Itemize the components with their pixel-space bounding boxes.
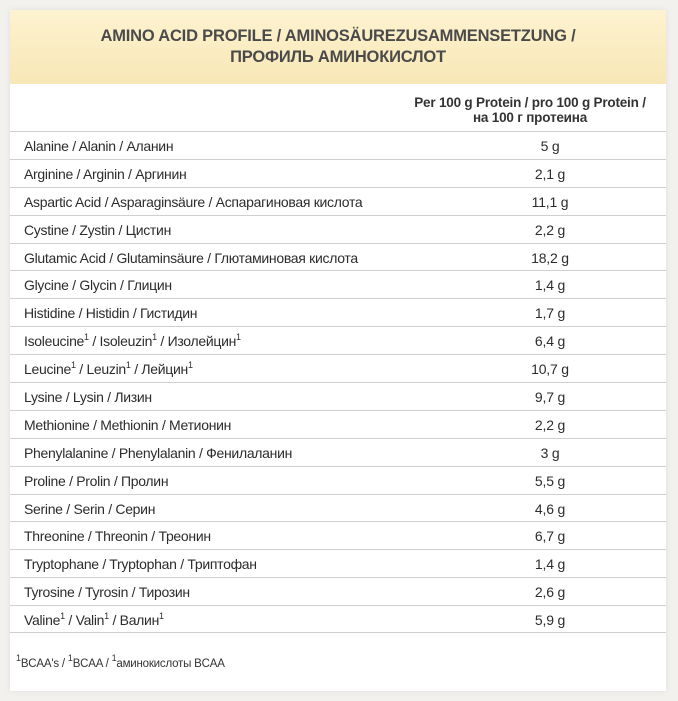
amino-acid-value: 2,2 g xyxy=(534,221,566,238)
table-row xyxy=(10,438,666,466)
amino-acid-name: Lysine / Lysin / Лизин xyxy=(24,389,152,406)
footnote-part-1: BCAA's / xyxy=(20,658,68,670)
amino-acid-label xyxy=(10,10,666,691)
amino-acid-value: 6,7 g xyxy=(534,528,566,545)
table-row xyxy=(10,521,666,549)
column-header xyxy=(390,95,666,125)
bcaa-marker: 1 xyxy=(104,611,109,622)
amino-acid-name: Histidine / Histidin / Гистидин xyxy=(24,305,198,322)
amino-acid-value: 5,9 g xyxy=(534,612,566,629)
amino-acid-value: 4,6 g xyxy=(534,500,566,517)
amino-acid-name-part: / Изолейцин xyxy=(156,333,237,350)
amino-acid-table xyxy=(10,131,666,633)
amino-acid-name: Serine / Serin / Серин xyxy=(24,500,156,517)
label-header xyxy=(10,10,666,84)
amino-acid-name-part: / Isoleuzin xyxy=(88,333,153,350)
table-row xyxy=(10,215,666,243)
amino-acid-value: 1,7 g xyxy=(534,305,566,322)
amino-acid-value: 5,5 g xyxy=(534,472,566,489)
amino-acid-name-part: Valine xyxy=(24,612,61,629)
bcaa-marker: 1 xyxy=(236,332,241,343)
amino-acid-name-part: / Валин xyxy=(108,612,160,629)
table-row xyxy=(10,131,666,159)
amino-acid-value: 6,4 g xyxy=(534,333,566,350)
bcaa-marker: 1 xyxy=(187,360,193,371)
header-title-line-2: ПРОФИЛЬ АМИНОКИСЛОТ xyxy=(230,48,446,66)
amino-acid-name: Tryptophane / Tryptophan / Триптофан xyxy=(24,556,257,573)
amino-acid-name xyxy=(24,333,241,349)
footnote-marker: 1 xyxy=(111,653,117,663)
amino-acid-name-part: / Valin xyxy=(64,612,105,629)
amino-acid-value: 11,1 g xyxy=(531,193,569,210)
bcaa-marker: 1 xyxy=(125,360,131,371)
footnote-part-3: аминокислоты BCAA xyxy=(116,658,225,670)
bcaa-marker: 1 xyxy=(70,360,76,371)
table-row xyxy=(10,326,666,354)
table-row xyxy=(10,298,666,326)
table-row xyxy=(10,382,666,410)
amino-acid-name-part: / Лейцин xyxy=(130,361,188,378)
column-header-line-1: Per 100 g Protein / pro 100 g Protein / xyxy=(414,95,646,110)
amino-acid-name: Glycine / Glycin / Глицин xyxy=(24,277,172,294)
table-row xyxy=(10,577,666,605)
table-row xyxy=(10,354,666,382)
bcaa-marker: 1 xyxy=(60,611,65,622)
amino-acid-name: Methionine / Methionin / Метионин xyxy=(24,416,232,433)
amino-acid-name xyxy=(24,612,164,628)
amino-acid-name: Alanine / Alanin / Аланин xyxy=(24,138,174,154)
amino-acid-name-part: Leucine xyxy=(24,361,71,378)
column-header-line-2: на 100 г протеина xyxy=(472,110,588,125)
amino-acid-name xyxy=(24,361,193,377)
table-row xyxy=(10,494,666,522)
amino-acid-value: 10,7 g xyxy=(531,361,569,378)
amino-acid-name: Proline / Prolin / Пролин xyxy=(24,472,169,489)
amino-acid-name: Glutamic Acid / Glutaminsäure / Глютаминовая кислота xyxy=(24,249,358,266)
bcaa-marker: 1 xyxy=(84,332,89,343)
footnote-part-2: BCAA / xyxy=(72,658,112,670)
amino-acid-name: Threonine / Threonin / Треонин xyxy=(24,528,211,545)
table-row xyxy=(10,549,666,577)
amino-acid-value: 9,7 g xyxy=(534,389,566,406)
table-row xyxy=(10,159,666,187)
header-title-line-1: AMINO ACID PROFILE / AMINOSÄUREZUSAMMENSETZUNG / xyxy=(100,27,576,45)
amino-acid-name: Cystine / Zystin / Цистин xyxy=(24,221,171,238)
footnote-marker: 1 xyxy=(16,653,21,663)
footnote xyxy=(16,653,225,670)
footnote-marker: 1 xyxy=(67,653,73,663)
amino-acid-name-part: Isoleucine xyxy=(24,333,85,350)
bcaa-marker: 1 xyxy=(152,332,157,343)
amino-acid-value: 3 g xyxy=(540,444,560,461)
amino-acid-name: Aspartic Acid / Asparaginsäure / Аспарагиновая кислота xyxy=(24,193,363,210)
amino-acid-name: Tyrosine / Tyrosin / Тирозин xyxy=(24,584,190,601)
bcaa-marker: 1 xyxy=(159,611,164,622)
table-row xyxy=(10,270,666,298)
table-row xyxy=(10,466,666,494)
amino-acid-value: 2,6 g xyxy=(534,584,566,601)
amino-acid-name-part: / Leuzin xyxy=(75,361,126,378)
table-row xyxy=(10,187,666,215)
amino-acid-value: 2,1 g xyxy=(534,165,566,182)
amino-acid-name: Phenylalanine / Phenylalanin / Фенилаланин xyxy=(24,444,293,461)
amino-acid-value: 5 g xyxy=(540,138,560,154)
table-row xyxy=(10,243,666,271)
amino-acid-name: Arginine / Arginin / Аргинин xyxy=(24,165,187,182)
amino-acid-value: 1,4 g xyxy=(534,277,566,294)
table-row xyxy=(10,410,666,438)
amino-acid-value: 2,2 g xyxy=(534,416,566,433)
amino-acid-value: 18,2 g xyxy=(531,249,569,266)
amino-acid-value: 1,4 g xyxy=(534,556,566,573)
table-row xyxy=(10,605,666,633)
